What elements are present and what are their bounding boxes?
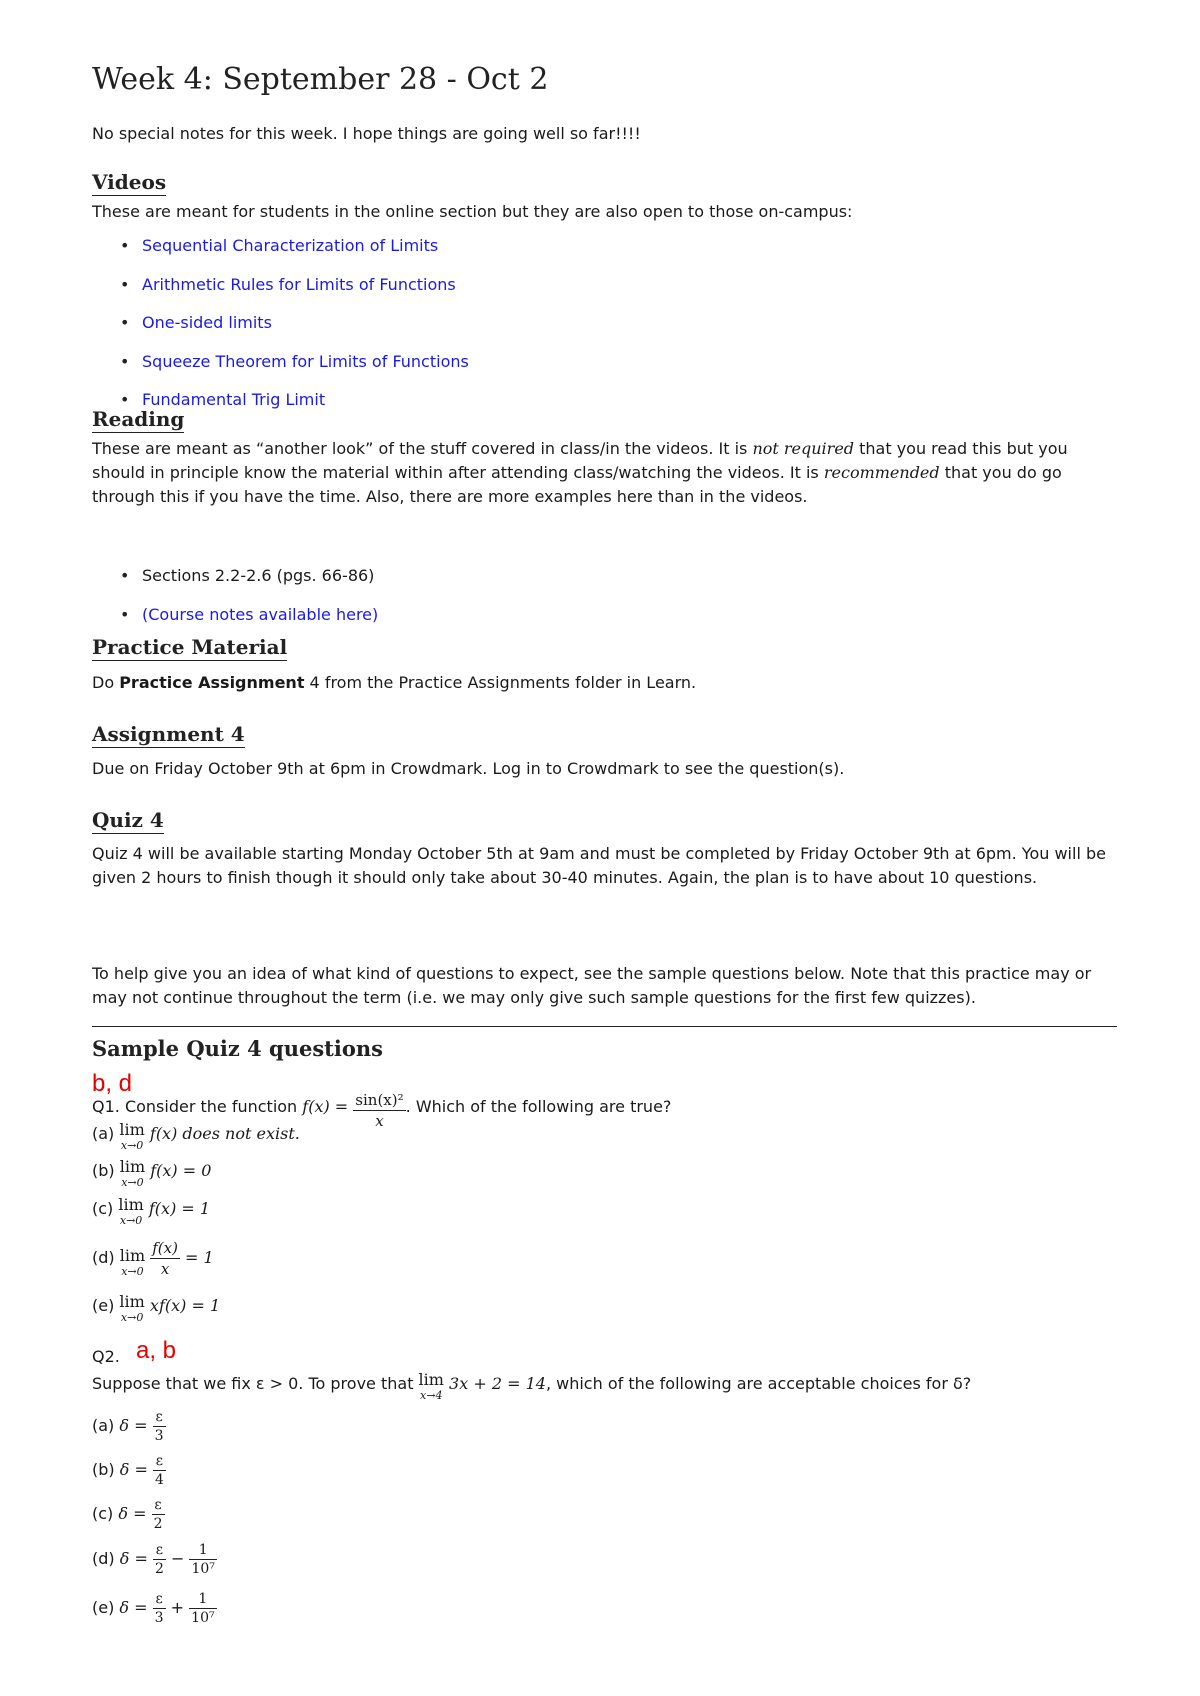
option-fraction (152, 1496, 165, 1533)
frac-den: 10⁷ (191, 1561, 215, 1577)
q1-frac-num: sin(x)² (355, 1091, 404, 1109)
reading-text-1: These are meant as “another look” of the stuff covered in class/in the videos. It is (92, 439, 753, 458)
option-fraction (153, 1452, 166, 1489)
limit (120, 1159, 145, 1188)
option-fraction (153, 1590, 166, 1627)
frac-num: ε (153, 1408, 166, 1427)
practice-text (92, 671, 1117, 695)
lim-word: lim (119, 1120, 145, 1139)
q1-option-b (92, 1159, 211, 1188)
option-label: (a) (92, 1124, 115, 1143)
option-label: (b) (92, 1161, 115, 1180)
option-fraction-2 (189, 1590, 216, 1627)
q2-prompt (92, 1372, 971, 1401)
option-fraction (150, 1238, 180, 1279)
option-label: (d) (92, 1248, 115, 1267)
sample-title: Sample Quiz 4 questions (92, 1036, 383, 1061)
frac-num: ε (153, 1452, 166, 1471)
reading-heading: Reading (92, 407, 185, 431)
lim-word: lim (119, 1292, 145, 1311)
q1-answer: b, d (92, 1070, 133, 1097)
lim-word: lim (119, 1246, 146, 1265)
list-item (92, 564, 378, 603)
videos-description: These are meant for students in the online section but they are also open to those on-campus: (92, 202, 853, 221)
q2-lead: Suppose that we fix ε > 0. To prove that (92, 1374, 419, 1393)
lim-sub: x→4 (420, 1389, 443, 1402)
option-expr: f(x) does not exist. (149, 1124, 300, 1143)
q2-option-b (92, 1452, 166, 1489)
delta-eq: δ = (119, 1549, 148, 1568)
q2-option-e (92, 1590, 217, 1627)
option-label: (e) (92, 1296, 115, 1315)
q1-option-a (92, 1122, 300, 1151)
video-link[interactable]: Fundamental Trig Limit (142, 390, 326, 409)
video-link[interactable]: Arithmetic Rules for Limits of Functions (142, 274, 456, 294)
limit (118, 1197, 143, 1226)
practice-text-before: Do (92, 673, 120, 692)
frac-num: ε (153, 1541, 166, 1560)
lim-sub: x→0 (120, 1139, 144, 1152)
option-label: (c) (92, 1504, 114, 1523)
sections-text: Sections 2.2-2.6 (pgs. 66-86) (142, 566, 375, 585)
list-item (92, 234, 469, 273)
reading-text (92, 437, 1117, 509)
option-label: (a) (92, 1416, 115, 1435)
assignment-heading: Assignment 4 (92, 722, 245, 746)
delta-eq: δ = (118, 1504, 147, 1523)
reading-text-2: that you read this but you should in principle know the material within after attending class/watching the videos. It is (92, 439, 1068, 482)
divider (92, 1026, 1117, 1027)
q2-option-a (92, 1408, 166, 1445)
delta-eq: δ = (119, 1416, 148, 1435)
q1-option-c (92, 1197, 210, 1226)
option-rhs: = 1 (185, 1248, 214, 1267)
limit (119, 1122, 144, 1151)
frac-num: 1 (189, 1590, 216, 1609)
video-link[interactable]: One-sided limits (142, 313, 272, 332)
q2-label: Q2. (92, 1347, 120, 1366)
videos-list (92, 234, 469, 427)
option-label: (e) (92, 1598, 115, 1617)
practice-heading: Practice Material (92, 635, 288, 659)
frac-den: 3 (154, 1428, 164, 1444)
quiz-heading: Quiz 4 (92, 808, 164, 832)
list-item (92, 311, 469, 350)
q2-option-c (92, 1496, 165, 1533)
frac-den: x (160, 1260, 170, 1278)
lim-sub: x→0 (119, 1214, 143, 1227)
video-link[interactable]: Sequential Characterization of Limits (142, 236, 439, 255)
option-expr: xf(x) = 1 (149, 1296, 221, 1315)
frac-num: ε (152, 1496, 165, 1515)
option-label: (c) (92, 1199, 114, 1218)
limit (120, 1248, 145, 1277)
assignment-text: Due on Friday October 9th at 6pm in Crowdmark. Log in to Crowdmark to see the question(s). (92, 759, 845, 778)
delta-eq: δ = (119, 1598, 148, 1617)
frac-num: f(x) (152, 1239, 178, 1257)
q1-fx: f(x) = (302, 1097, 354, 1116)
option-expr: f(x) = 1 (148, 1199, 211, 1218)
videos-heading: Videos (92, 170, 167, 194)
practice-text-after: 4 from the Practice Assignments folder in Learn. (304, 673, 697, 692)
q2-tail: , which of the following are acceptable choices for δ? (545, 1374, 972, 1393)
frac-num: 1 (189, 1541, 216, 1560)
lim-sub: x→0 (120, 1311, 144, 1324)
lim-sub: x→0 (121, 1265, 144, 1278)
reading-text-3: that you do go through this if you have the time. Also, there are more examples here than in the videos. (92, 463, 1062, 506)
quiz-help-text: To help give you an idea of what kind of questions to expect, see the sample questions below. Note that this practice may or may not continue throughout the term (i.e. we may only give such sample questions for the first few quizzes). (92, 964, 1092, 1007)
reading-emph-2: recommended (823, 463, 940, 482)
q1-option-d (92, 1238, 214, 1279)
list-item (92, 273, 469, 312)
q2-option-d (92, 1541, 217, 1578)
reading-list (92, 564, 378, 641)
lim-word: lim (118, 1195, 144, 1214)
video-link[interactable]: Squeeze Theorem for Limits of Functions (142, 351, 469, 371)
plus-sign: + (170, 1598, 185, 1617)
frac-den: 3 (154, 1610, 164, 1626)
q1-tail: . Which of the following are true? (405, 1097, 672, 1116)
page-title: Week 4: September 28 - Oct 2 (92, 62, 549, 97)
delta-eq: δ = (119, 1460, 148, 1479)
minus-sign: − (170, 1549, 185, 1568)
lim-word: lim (418, 1370, 444, 1389)
list-item (92, 350, 469, 389)
q1-fraction (353, 1090, 405, 1131)
q1-frac-den: x (375, 1112, 384, 1130)
frac-den: 2 (154, 1561, 164, 1577)
q2-expr: 3x + 2 = 14 (449, 1374, 546, 1393)
limit (419, 1372, 444, 1401)
intro-text: No special notes for this week. I hope things are going well so far!!!! (92, 124, 641, 143)
q2-answer: a, b (136, 1337, 177, 1364)
q1-lead: Q1. Consider the function (92, 1097, 303, 1116)
frac-den: 2 (153, 1516, 163, 1532)
option-fraction (153, 1408, 166, 1445)
option-label: (d) (92, 1549, 115, 1568)
option-label: (b) (92, 1460, 115, 1479)
quiz-text: Quiz 4 will be available starting Monday October 5th at 9am and must be completed by Friday October 9th at 6pm. You will be given 2 hours to finish though it should only take about 30-40 minutes. Again, the plan is to have about 10 questions. (92, 844, 1106, 887)
practice-bold: Practice Assignment (119, 673, 305, 692)
frac-den: 4 (154, 1472, 164, 1488)
course-notes-link[interactable]: (Course notes available here) (142, 604, 379, 624)
q1-option-e (92, 1294, 220, 1323)
option-fraction-2 (189, 1541, 216, 1578)
frac-den: 10⁷ (191, 1610, 215, 1626)
lim-sub: x→0 (121, 1176, 144, 1189)
reading-emph-1: not required (752, 439, 855, 458)
limit (119, 1294, 144, 1323)
frac-num: ε (153, 1590, 166, 1609)
q2-header (92, 1345, 120, 1369)
option-expr: f(x) = 0 (150, 1161, 212, 1180)
lim-word: lim (119, 1157, 146, 1176)
option-fraction (153, 1541, 166, 1578)
